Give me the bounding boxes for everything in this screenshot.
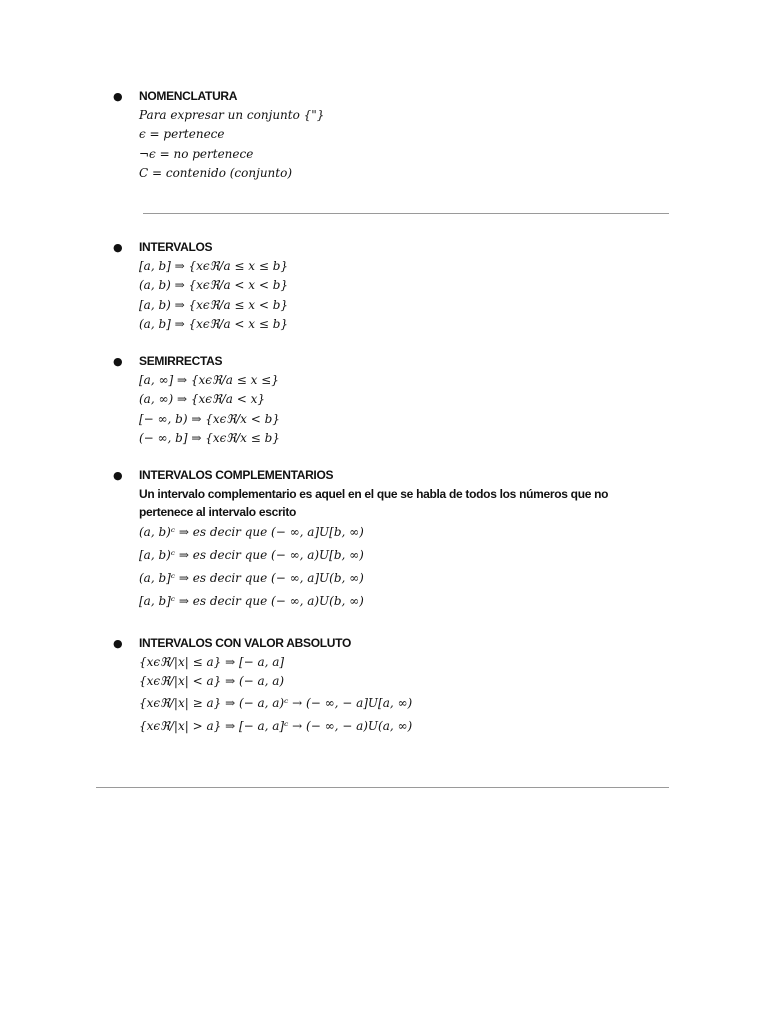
heading-absoluto: INTERVALOS CON VALOR ABSOLUTO: [139, 636, 351, 650]
bullet-icon: ●: [113, 355, 123, 368]
math-line: [a, b]ᶜ ⇒ es decir que (− ∞, a)U(b, ∞): [139, 594, 364, 608]
math-line: (a, b)ᶜ ⇒ es decir que (− ∞, a]U[b, ∞): [139, 525, 364, 539]
heading-complementarios: INTERVALOS COMPLEMENTARIOS: [139, 468, 334, 482]
section-absoluto: [113, 634, 713, 738]
heading-nomenclatura: NOMENCLATURA: [139, 89, 238, 103]
divider: [96, 787, 669, 788]
math-line: ϵ = pertenece: [139, 127, 225, 142]
math-line: Para expresar un conjunto {"}: [139, 108, 325, 122]
bullet-icon: ●: [113, 241, 123, 254]
math-line: {xϵℜ/|x| ≤ a} ⇒ [− a, a]: [139, 655, 285, 669]
math-line: [a, b) ⇒ {xϵℜ/a ≤ x < b}: [139, 297, 289, 312]
section-intervalos: [113, 238, 713, 334]
math-line: (a, b) ⇒ {xϵℜ/a < x < b}: [139, 278, 289, 293]
bullet-icon: ●: [113, 637, 123, 650]
section-semirrectas: [113, 352, 713, 448]
heading-semirrectas: SEMIRRECTAS: [139, 354, 223, 368]
math-line: C = contenido (conjunto): [139, 165, 293, 180]
heading-intervalos: INTERVALOS: [139, 240, 213, 254]
bullet-icon: ●: [113, 469, 123, 482]
math-line: [a, ∞] ⇒ {xϵℜ/a ≤ x ≤}: [139, 373, 279, 387]
math-line: ¬ϵ = no pertenece: [139, 146, 254, 161]
math-line: [a, b)ᶜ ⇒ es decir que (− ∞, a)U[b, ∞): [139, 548, 364, 562]
section-complementarios: [113, 466, 713, 613]
section-nomenclatura: [113, 87, 713, 183]
math-line: (− ∞, b] ⇒ {xϵℜ/x ≤ b}: [139, 430, 280, 445]
divider: [143, 213, 669, 214]
math-line: {xϵℜ/|x| > a} ⇒ [− a, a]ᶜ → (− ∞, − a)U(a, ∞): [139, 718, 413, 733]
math-line: (a, b] ⇒ {xϵℜ/a < x ≤ b}: [139, 316, 289, 331]
math-line: {xϵℜ/|x| ≥ a} ⇒ (− a, a)ᶜ → (− ∞, − a]U[a, ∞): [139, 695, 413, 710]
bullet-icon: ●: [113, 90, 123, 103]
math-line: {xϵℜ/|x| < a} ⇒ (− a, a): [139, 674, 285, 689]
math-line: (a, b]ᶜ ⇒ es decir que (− ∞, a]U(b, ∞): [139, 571, 364, 585]
math-line: [a, b] ⇒ {xϵℜ/a ≤ x ≤ b}: [139, 259, 289, 273]
description-complementarios: Un intervalo complementario es aquel en el que se habla de todos los números que no pertenece al intervalo escrito: [139, 487, 609, 519]
math-line: [− ∞, b) ⇒ {xϵℜ/x < b}: [139, 411, 280, 426]
math-line: (a, ∞) ⇒ {xϵℜ/a < x}: [139, 392, 265, 407]
